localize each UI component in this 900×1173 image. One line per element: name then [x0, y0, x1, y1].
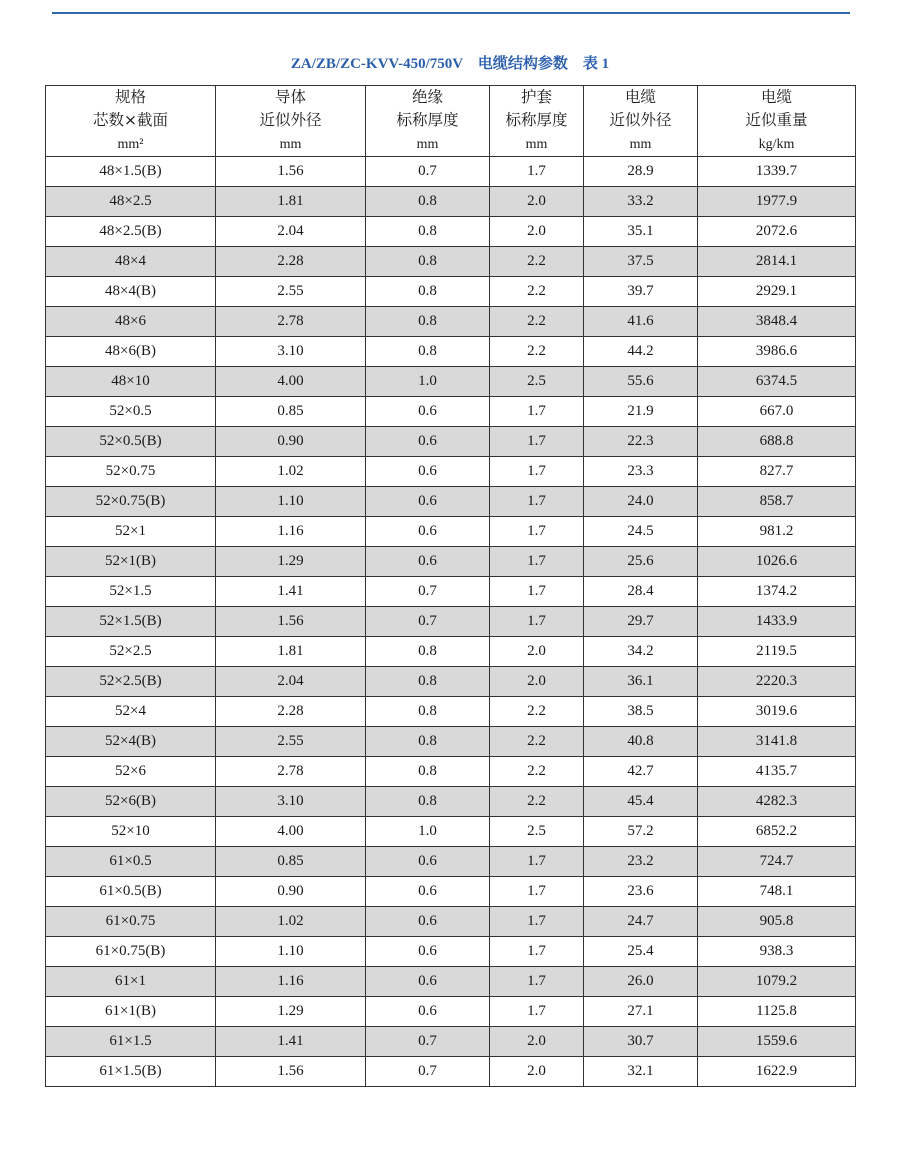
cell-conductor-diameter: 2.04	[216, 217, 366, 247]
cell-cable-weight: 4135.7	[698, 757, 856, 787]
cell-cable-diameter: 28.4	[584, 577, 698, 607]
cell-spec: 48×1.5(B)	[46, 157, 216, 187]
cell-insulation-thickness: 0.6	[366, 967, 490, 997]
table-row	[46, 247, 856, 277]
table-row	[46, 877, 856, 907]
table-row	[46, 547, 856, 577]
cell-cable-diameter: 23.6	[584, 877, 698, 907]
table-row	[46, 637, 856, 667]
cell-spec: 52×4(B)	[46, 727, 216, 757]
cell-conductor-diameter: 1.56	[216, 157, 366, 187]
cell-cable-weight: 6852.2	[698, 817, 856, 847]
cell-cable-diameter: 44.2	[584, 337, 698, 367]
cell-insulation-thickness: 0.6	[366, 547, 490, 577]
cell-sheath-thickness: 2.0	[490, 1057, 584, 1087]
cell-insulation-thickness: 0.6	[366, 427, 490, 457]
cell-conductor-diameter: 4.00	[216, 817, 366, 847]
cell-cable-weight: 1026.6	[698, 547, 856, 577]
cell-insulation-thickness: 0.6	[366, 997, 490, 1027]
cell-cable-diameter: 40.8	[584, 727, 698, 757]
cell-conductor-diameter: 0.85	[216, 397, 366, 427]
cell-cable-weight: 981.2	[698, 517, 856, 547]
cell-cable-diameter: 37.5	[584, 247, 698, 277]
cell-cable-diameter: 55.6	[584, 367, 698, 397]
table-row	[46, 277, 856, 307]
cell-cable-diameter: 24.0	[584, 487, 698, 517]
cell-sheath-thickness: 2.2	[490, 757, 584, 787]
cell-insulation-thickness: 0.7	[366, 1027, 490, 1057]
header-rule	[52, 12, 850, 14]
cell-conductor-diameter: 3.10	[216, 337, 366, 367]
cell-insulation-thickness: 0.8	[366, 277, 490, 307]
cell-cable-diameter: 57.2	[584, 817, 698, 847]
cell-spec: 48×4(B)	[46, 277, 216, 307]
cell-conductor-diameter: 2.04	[216, 667, 366, 697]
header-conductor-diameter: 导体 近似外径 mm	[216, 86, 366, 157]
cell-conductor-diameter: 2.55	[216, 727, 366, 757]
cell-cable-weight: 3141.8	[698, 727, 856, 757]
cell-sheath-thickness: 1.7	[490, 487, 584, 517]
cell-spec: 52×0.5(B)	[46, 427, 216, 457]
cable-spec-table	[45, 85, 856, 1087]
table-row	[46, 487, 856, 517]
cell-conductor-diameter: 0.90	[216, 877, 366, 907]
cell-insulation-thickness: 0.8	[366, 727, 490, 757]
cell-cable-weight: 1125.8	[698, 997, 856, 1027]
table-row	[46, 307, 856, 337]
cell-cable-weight: 688.8	[698, 427, 856, 457]
cell-conductor-diameter: 1.81	[216, 637, 366, 667]
cell-spec: 52×1(B)	[46, 547, 216, 577]
page-title: ZA/ZB/ZC-KVV-450/750V 电缆结构参数 表 1	[290, 56, 610, 72]
cell-cable-weight: 2072.6	[698, 217, 856, 247]
header-sheath-thickness: 护套 标称厚度 mm	[490, 86, 584, 157]
table-row	[46, 457, 856, 487]
cell-insulation-thickness: 0.7	[366, 157, 490, 187]
header-insulation-thickness: 绝缘 标称厚度 mm	[366, 86, 490, 157]
cell-cable-weight: 938.3	[698, 937, 856, 967]
cell-conductor-diameter: 4.00	[216, 367, 366, 397]
cell-cable-diameter: 24.7	[584, 907, 698, 937]
cell-insulation-thickness: 0.8	[366, 667, 490, 697]
cell-conductor-diameter: 1.10	[216, 937, 366, 967]
cell-cable-diameter: 28.9	[584, 157, 698, 187]
cell-conductor-diameter: 2.78	[216, 757, 366, 787]
cell-conductor-diameter: 1.81	[216, 187, 366, 217]
cell-cable-diameter: 38.5	[584, 697, 698, 727]
cell-spec: 52×1.5	[46, 577, 216, 607]
cell-insulation-thickness: 0.8	[366, 247, 490, 277]
cell-sheath-thickness: 1.7	[490, 427, 584, 457]
cell-spec: 48×4	[46, 247, 216, 277]
cell-sheath-thickness: 1.7	[490, 967, 584, 997]
cell-cable-weight: 827.7	[698, 457, 856, 487]
cell-spec: 61×1.5	[46, 1027, 216, 1057]
cell-cable-weight: 667.0	[698, 397, 856, 427]
cell-spec: 52×0.5	[46, 397, 216, 427]
cell-cable-weight: 3986.6	[698, 337, 856, 367]
cell-insulation-thickness: 0.6	[366, 457, 490, 487]
table-row	[46, 727, 856, 757]
cell-cable-weight: 858.7	[698, 487, 856, 517]
cell-insulation-thickness: 0.8	[366, 187, 490, 217]
cell-insulation-thickness: 1.0	[366, 367, 490, 397]
cell-sheath-thickness: 2.0	[490, 217, 584, 247]
cell-conductor-diameter: 0.85	[216, 847, 366, 877]
cell-cable-weight: 2814.1	[698, 247, 856, 277]
cell-sheath-thickness: 1.7	[490, 577, 584, 607]
cell-sheath-thickness: 1.7	[490, 397, 584, 427]
cell-sheath-thickness: 2.0	[490, 1027, 584, 1057]
table-row	[46, 847, 856, 877]
cell-spec: 61×1(B)	[46, 997, 216, 1027]
cell-sheath-thickness: 1.7	[490, 517, 584, 547]
table-row	[46, 907, 856, 937]
cell-cable-diameter: 39.7	[584, 277, 698, 307]
table-row	[46, 607, 856, 637]
cell-conductor-diameter: 1.56	[216, 607, 366, 637]
cell-cable-weight: 2119.5	[698, 637, 856, 667]
cell-insulation-thickness: 0.6	[366, 397, 490, 427]
cell-cable-diameter: 42.7	[584, 757, 698, 787]
cell-sheath-thickness: 1.7	[490, 847, 584, 877]
cell-sheath-thickness: 1.7	[490, 997, 584, 1027]
cell-spec: 48×10	[46, 367, 216, 397]
cell-spec: 52×0.75(B)	[46, 487, 216, 517]
cell-insulation-thickness: 0.6	[366, 877, 490, 907]
cell-cable-diameter: 45.4	[584, 787, 698, 817]
table-row	[46, 217, 856, 247]
cell-cable-weight: 1433.9	[698, 607, 856, 637]
cell-insulation-thickness: 0.8	[366, 787, 490, 817]
cell-insulation-thickness: 0.7	[366, 1057, 490, 1087]
table-row	[46, 757, 856, 787]
table-row	[46, 667, 856, 697]
cell-sheath-thickness: 1.7	[490, 607, 584, 637]
table-row	[46, 817, 856, 847]
cell-insulation-thickness: 0.8	[366, 337, 490, 367]
cell-spec: 52×6(B)	[46, 787, 216, 817]
table-row	[46, 967, 856, 997]
cell-sheath-thickness: 2.5	[490, 817, 584, 847]
cell-sheath-thickness: 2.2	[490, 247, 584, 277]
table-row	[46, 517, 856, 547]
cell-conductor-diameter: 1.16	[216, 517, 366, 547]
cell-spec: 52×10	[46, 817, 216, 847]
cell-spec: 52×2.5	[46, 637, 216, 667]
cell-cable-weight: 4282.3	[698, 787, 856, 817]
cell-cable-diameter: 33.2	[584, 187, 698, 217]
cell-cable-weight: 1622.9	[698, 1057, 856, 1087]
cell-sheath-thickness: 1.7	[490, 877, 584, 907]
cell-sheath-thickness: 2.2	[490, 277, 584, 307]
cell-insulation-thickness: 1.0	[366, 817, 490, 847]
table-row	[46, 1057, 856, 1087]
cell-conductor-diameter: 1.41	[216, 577, 366, 607]
cell-cable-weight: 6374.5	[698, 367, 856, 397]
table-row	[46, 997, 856, 1027]
table-row	[46, 337, 856, 367]
cell-cable-weight: 1977.9	[698, 187, 856, 217]
cell-conductor-diameter: 1.41	[216, 1027, 366, 1057]
cell-cable-diameter: 27.1	[584, 997, 698, 1027]
cell-cable-weight: 2929.1	[698, 277, 856, 307]
cell-sheath-thickness: 1.7	[490, 547, 584, 577]
cell-insulation-thickness: 0.7	[366, 577, 490, 607]
cell-spec: 52×1.5(B)	[46, 607, 216, 637]
cell-cable-diameter: 22.3	[584, 427, 698, 457]
table-row	[46, 397, 856, 427]
cell-insulation-thickness: 0.8	[366, 637, 490, 667]
cell-conductor-diameter: 1.02	[216, 907, 366, 937]
cell-insulation-thickness: 0.8	[366, 697, 490, 727]
cell-conductor-diameter: 2.28	[216, 247, 366, 277]
cell-insulation-thickness: 0.8	[366, 307, 490, 337]
cell-cable-diameter: 21.9	[584, 397, 698, 427]
cell-conductor-diameter: 0.90	[216, 427, 366, 457]
table-header-row	[46, 86, 856, 157]
cell-cable-diameter: 41.6	[584, 307, 698, 337]
header-cable-diameter: 电缆 近似外径 mm	[584, 86, 698, 157]
cell-insulation-thickness: 0.6	[366, 937, 490, 967]
cell-sheath-thickness: 1.7	[490, 907, 584, 937]
table-row	[46, 367, 856, 397]
cell-cable-weight: 3019.6	[698, 697, 856, 727]
table-row	[46, 187, 856, 217]
cell-cable-diameter: 36.1	[584, 667, 698, 697]
cell-sheath-thickness: 2.2	[490, 697, 584, 727]
cell-insulation-thickness: 0.6	[366, 907, 490, 937]
table-row	[46, 787, 856, 817]
cell-sheath-thickness: 2.2	[490, 727, 584, 757]
cell-cable-diameter: 23.2	[584, 847, 698, 877]
table-row	[46, 937, 856, 967]
cell-conductor-diameter: 3.10	[216, 787, 366, 817]
cell-spec: 61×0.5(B)	[46, 877, 216, 907]
cell-insulation-thickness: 0.7	[366, 607, 490, 637]
cell-spec: 61×1.5(B)	[46, 1057, 216, 1087]
cell-sheath-thickness: 2.0	[490, 187, 584, 217]
table-row	[46, 427, 856, 457]
cell-insulation-thickness: 0.6	[366, 847, 490, 877]
cell-spec: 52×6	[46, 757, 216, 787]
cell-cable-diameter: 26.0	[584, 967, 698, 997]
cell-spec: 61×1	[46, 967, 216, 997]
cell-sheath-thickness: 1.7	[490, 457, 584, 487]
cell-conductor-diameter: 1.29	[216, 997, 366, 1027]
cell-conductor-diameter: 1.02	[216, 457, 366, 487]
header-spec: 规格 芯数×截面 mm²	[46, 86, 216, 157]
table-row	[46, 157, 856, 187]
cell-cable-diameter: 35.1	[584, 217, 698, 247]
cell-spec: 61×0.75	[46, 907, 216, 937]
cell-sheath-thickness: 2.0	[490, 637, 584, 667]
cell-sheath-thickness: 2.2	[490, 787, 584, 817]
cell-conductor-diameter: 2.55	[216, 277, 366, 307]
cell-spec: 52×2.5(B)	[46, 667, 216, 697]
table-row	[46, 697, 856, 727]
cell-insulation-thickness: 0.6	[366, 487, 490, 517]
cell-sheath-thickness: 2.2	[490, 307, 584, 337]
cell-sheath-thickness: 2.0	[490, 667, 584, 697]
cell-sheath-thickness: 1.7	[490, 157, 584, 187]
table-row	[46, 1027, 856, 1057]
cell-sheath-thickness: 1.7	[490, 937, 584, 967]
cell-spec: 48×2.5(B)	[46, 217, 216, 247]
cell-cable-weight: 1339.7	[698, 157, 856, 187]
cell-cable-diameter: 34.2	[584, 637, 698, 667]
cell-spec: 52×4	[46, 697, 216, 727]
cell-conductor-diameter: 2.28	[216, 697, 366, 727]
cell-spec: 61×0.75(B)	[46, 937, 216, 967]
table-row	[46, 577, 856, 607]
cell-cable-diameter: 32.1	[584, 1057, 698, 1087]
cell-spec: 52×0.75	[46, 457, 216, 487]
cell-spec: 52×1	[46, 517, 216, 547]
cell-conductor-diameter: 1.29	[216, 547, 366, 577]
cell-insulation-thickness: 0.6	[366, 517, 490, 547]
cell-spec: 61×0.5	[46, 847, 216, 877]
cell-cable-diameter: 24.5	[584, 517, 698, 547]
cell-cable-weight: 1079.2	[698, 967, 856, 997]
cell-cable-weight: 905.8	[698, 907, 856, 937]
cell-cable-weight: 1374.2	[698, 577, 856, 607]
cell-conductor-diameter: 2.78	[216, 307, 366, 337]
cell-conductor-diameter: 1.10	[216, 487, 366, 517]
cell-spec: 48×6	[46, 307, 216, 337]
cell-cable-weight: 3848.4	[698, 307, 856, 337]
cell-cable-weight: 2220.3	[698, 667, 856, 697]
cell-insulation-thickness: 0.8	[366, 757, 490, 787]
cell-cable-diameter: 29.7	[584, 607, 698, 637]
cell-cable-weight: 724.7	[698, 847, 856, 877]
cell-cable-weight: 748.1	[698, 877, 856, 907]
cell-spec: 48×2.5	[46, 187, 216, 217]
table-body	[46, 157, 856, 1087]
cell-cable-diameter: 25.4	[584, 937, 698, 967]
cell-sheath-thickness: 2.5	[490, 367, 584, 397]
cell-cable-diameter: 30.7	[584, 1027, 698, 1057]
cell-cable-diameter: 23.3	[584, 457, 698, 487]
cell-cable-diameter: 25.6	[584, 547, 698, 577]
cell-spec: 48×6(B)	[46, 337, 216, 367]
cell-conductor-diameter: 1.56	[216, 1057, 366, 1087]
cell-conductor-diameter: 1.16	[216, 967, 366, 997]
header-cable-weight: 电缆 近似重量 kg/km	[698, 86, 856, 157]
cell-cable-weight: 1559.6	[698, 1027, 856, 1057]
cell-sheath-thickness: 2.2	[490, 337, 584, 367]
cell-insulation-thickness: 0.8	[366, 217, 490, 247]
